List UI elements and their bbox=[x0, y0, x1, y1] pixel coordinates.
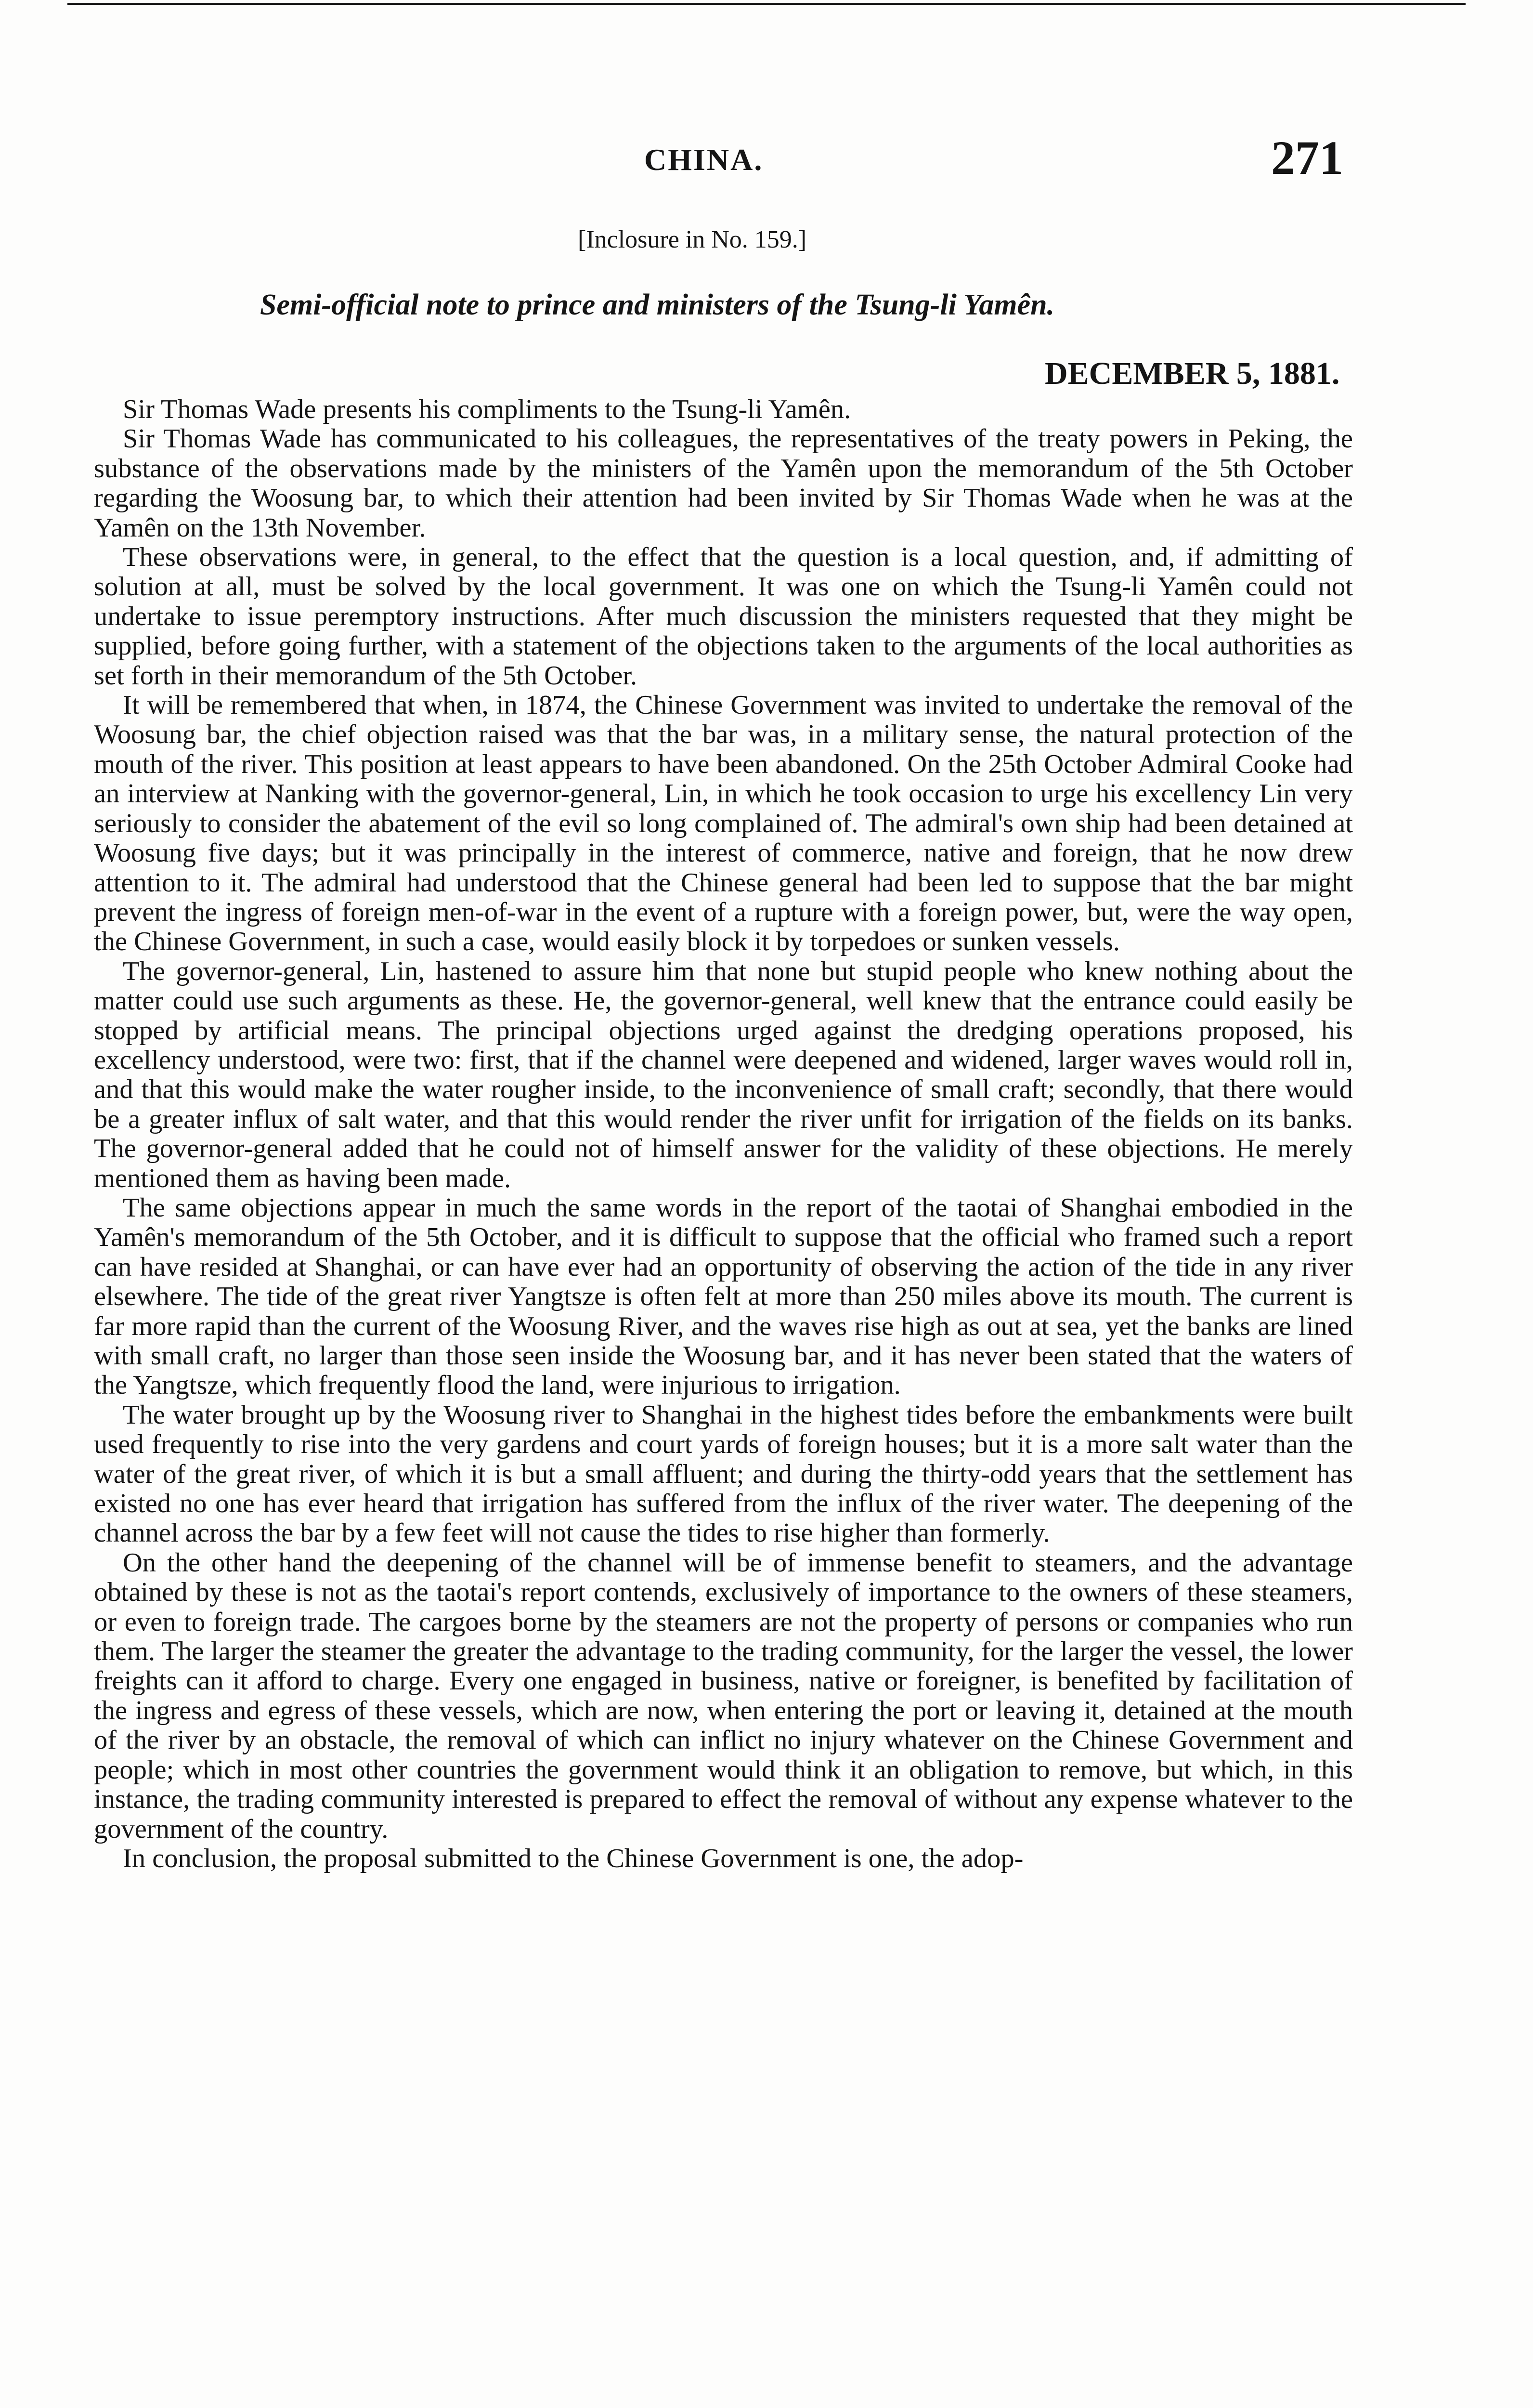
paragraph: On the other hand the deepening of the channel will be of immense benefit to steamers, and the advantage obtained by these is not as the taotai's report contends, exclusively of importance to the owners of these steamers, or even to foreign trade. The cargoes borne by the steamers are not the property of persons or companies who run them. The larger the steamer the greater the advantage to the trading community, for the larger the vessel, the lower freights can it afford to charge. Every one engaged in business, native or foreigner, is benefited by facilitation of the ingress and egress of these vessels, which are now, when entering the port or leaving it, detained at the mouth of the river by an obstacle, the removal of which can inflict no injury whatever on the Chinese Government and people; which in most other countries the government would think it an obligation to remove, but which, in this instance, the trading community interested is prepared to effect the removal of without any expense whatever to the government of the country. bbox=[94, 1547, 1353, 1844]
paragraph: The governor-general, Lin, hastened to assure him that none but stupid people who knew nothing about the matter could use such arguments as these. He, the governor-general, well knew that the entrance could easily be stopped by artificial means. The principal objections urged against the dredging operations proposed, his excellency understood, were two: first, that if the channel were deepened and widened, larger waves would roll in, and that this would make the water rougher inside, to the inconvenience of small craft; secondly, that there would be a greater influx of salt water, and that this would render the river unfit for irrigation of the fields on its banks. The governor-general added that he could not of himself answer for the validity of these objections. He merely mentioned them as having been made. bbox=[94, 956, 1353, 1193]
document-heading: Semi-official note to prince and ministers of the Tsung-li Yamên. bbox=[260, 288, 1055, 321]
paragraph: The water brought up by the Woosung river to Shanghai in the highest tides before the embankments were built used frequently to rise into the very gardens and court yards of foreign houses; but it is a more salt water than the water of the great river, of which it is but a small affluent; and during the thirty-odd years that the settlement has existed no one has ever heard that irrigation has suffered from the influx of the river water. The deepening of the channel across the bar by a few feet will not cause the tides to rise higher than formerly. bbox=[94, 1400, 1353, 1548]
enclosure-reference: [Inclosure in No. 159.] bbox=[578, 226, 807, 253]
paragraph: The same objections appear in much the same words in the report of the taotai of Shanghai embodied in the Yamên's memorandum of the 5th October, and it is difficult to suppose that the official who framed such a report can have resided at Shanghai, or can have ever had an opportunity of observing the action of the tide in any river elsewhere. The tide of the great river Yangtsze is often felt at more than 250 miles above its mouth. The current is far more rapid than the current of the Woosung River, and the waves rise high as out at sea, yet the banks are lined with small craft, no larger than those seen inside the Woosung bar, and it has never been stated that the waters of the Yangtsze, which frequently flood the land, were injurious to irrigation. bbox=[94, 1192, 1353, 1400]
top-border-rule bbox=[67, 3, 1466, 5]
paragraph: It will be remembered that when, in 1874, the Chinese Government was invited to undertake the removal of the Woosung bar, the chief objection raised was that the bar was, in a military sense, the natural protection of the mouth of the river. This position at least appears to have been abandoned. On the 25th October Admiral Cooke had an interview at Nanking with the governor-general, Lin, in which he took occasion to urge his excellency Lin very seriously to consider the abatement of the evil so long complained of. The admiral's own ship had been detained at Woosung five days; but it was principally in the interest of commerce, native and foreign, that he now drew attention to it. The admiral had understood that the Chinese general had been led to suppose that the bar might prevent the ingress of foreign men-of-war in the event of a rupture with a foreign power, but, were the way open, the Chinese Government, in such a case, would easily block it by torpedoes or sunken vessels. bbox=[94, 690, 1353, 957]
paragraph: These observations were, in general, to the effect that the question is a local question, and, if admitting of solution at all, must be solved by the local government. It was one on which the Tsung-li Yamên could not undertake to issue peremptory instructions. After much discussion the ministers requested that they might be supplied, before going further, with a statement of the objections taken to the arguments of the local authorities as set forth in their memorandum of the 5th October. bbox=[94, 542, 1353, 691]
paragraph: Sir Thomas Wade presents his compliments to the Tsung-li Yamên. bbox=[123, 394, 851, 424]
paragraph: In conclusion, the proposal submitted to the Chinese Government is one, the adop- bbox=[123, 1843, 1024, 1873]
page-number: 271 bbox=[1271, 131, 1343, 184]
paragraph: Sir Thomas Wade has communicated to his colleagues, the representatives of the treaty powers in Peking, the substance of the observations made by the ministers of the Yamên upon the memorandum of the 5th October regarding the Woosung bar, to which their attention had been invited by Sir Thomas Wade when he was at the Yamên on the 13th November. bbox=[94, 424, 1353, 543]
body-text bbox=[94, 395, 1353, 1873]
running-title: CHINA. bbox=[644, 143, 764, 177]
document-date: DECEMBER 5, 1881. bbox=[1045, 356, 1340, 391]
